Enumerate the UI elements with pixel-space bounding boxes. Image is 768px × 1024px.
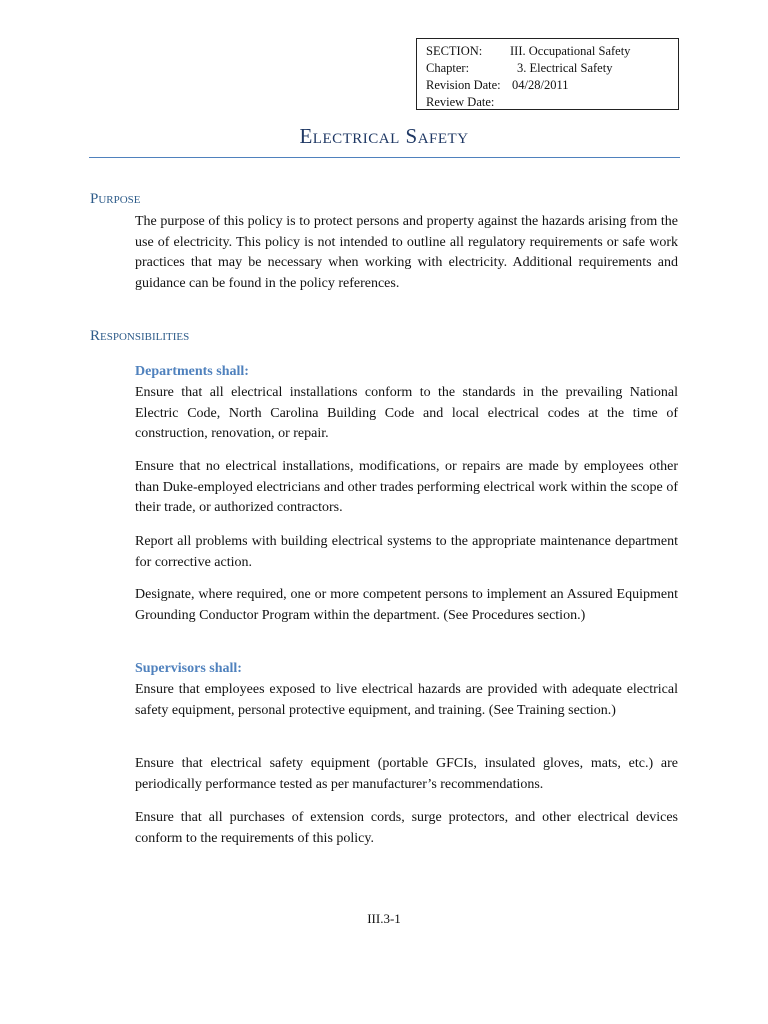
page-number: III.3-1: [367, 911, 401, 926]
header-section-label: SECTION:: [426, 44, 483, 58]
header-revision-value: 04/28/2011: [512, 78, 569, 92]
purpose-heading: Purpose: [90, 191, 141, 207]
supervisors-item: Ensure that employees exposed to live electrical hazards are provided with adequate electrical safety equipment, personal protective equipment, and training. (See Training section.): [135, 682, 678, 718]
header-revision-label: Revision Date:: [426, 78, 501, 92]
departments-item: Ensure that no electrical installations, modifications, or repairs are made by employees other than Duke-employed electricians and other trades performing electrical work within the scope of their trade, or authorized contractors.: [135, 459, 678, 516]
header-section-row: [426, 43, 678, 60]
responsibilities-heading: Responsibilities: [90, 328, 190, 344]
purpose-paragraph: The purpose of this policy is to protect persons and property against the hazards arising from the use of electricity. This policy is not intended to outline all regulatory requirements or safe work practices that may be necessary when working with electricity. Additional requirements and guidance can be found in the policy references.: [135, 214, 678, 291]
document-header-box: [416, 38, 679, 110]
supervisors-item: Ensure that electrical safety equipment (portable GFCIs, insulated gloves, mats, etc.) are periodically performance tested as per manufacturer’s recommendations.: [135, 756, 678, 792]
supervisors-item: Ensure that all purchases of extension cords, surge protectors, and other electrical devices conform to the requirements of this policy.: [135, 810, 678, 846]
departments-item: Ensure that all electrical installations conform to the standards in the prevailing National Electric Code, North Carolina Building Code and local electrical codes at the time of construction, renovation, or repair.: [135, 385, 678, 442]
header-chapter-value: 3. Electrical Safety: [517, 61, 613, 75]
header-review-row: [426, 94, 678, 111]
header-section-value: III. Occupational Safety: [510, 44, 631, 58]
page-title: Electrical Safety: [299, 124, 469, 148]
supervisors-heading: Supervisors shall:: [135, 661, 242, 676]
header-chapter-label: Chapter:: [426, 61, 470, 75]
header-review-label: Review Date:: [426, 95, 495, 109]
departments-item: Report all problems with building electrical systems to the appropriate maintenance department for corrective action.: [135, 534, 678, 570]
departments-item: Designate, where required, one or more competent persons to implement an Assured Equipment Grounding Conductor Program within the department. (See Procedures section.): [135, 587, 678, 623]
title-divider: [89, 157, 680, 158]
header-chapter-row: [426, 60, 678, 77]
departments-heading: Departments shall:: [135, 364, 249, 379]
header-revision-row: [426, 77, 678, 94]
